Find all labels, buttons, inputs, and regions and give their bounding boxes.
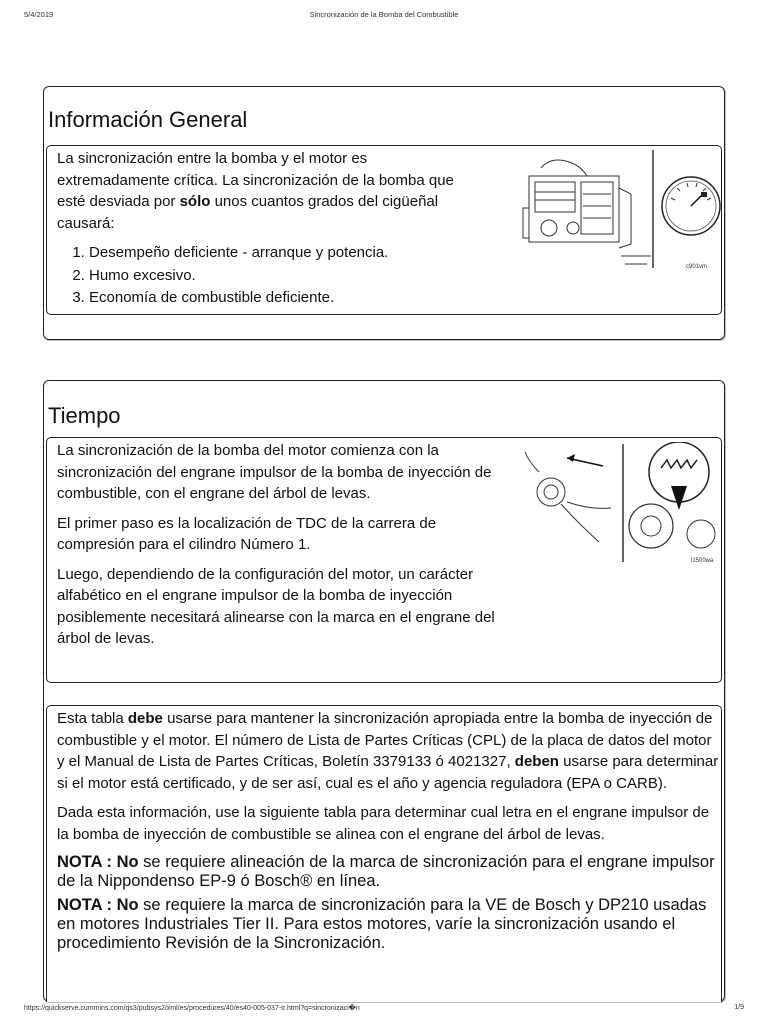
list-item: 3. Economía de combustible deficiente. bbox=[89, 287, 457, 309]
effects-list bbox=[57, 242, 457, 309]
general-info-paragraph: La sincronización entre la bomba y el motor es extremadamente crítica. La sincronización de la bomba que esté desviada por sólo unos cuantos grados del cigüeñal causará: bbox=[57, 150, 454, 232]
cpl-paragraph: Esta tabla debe usarse para mantener la sincronización apropiada entre la bomba de inyección de combustible y el motor. El número de Lista de Partes Críticas (CPL) de la placa de datos del motor y el Manual de Lista de Partes Críticas, Boletín 3379133 ó 4021327, deben usarse para determinar si el motor está certificado, y de ser así, cual es el año y agencia reguladora (EPA o CARB). bbox=[57, 710, 719, 792]
timing-paragraph: Luego, dependiendo de la configuración del motor, un carácter alfabético en el engrane impulsor de la bomba de inyección posiblemente necesitará alinearse con la marca en el engrane del árbol de levas. bbox=[57, 565, 495, 647]
figure-caption: c901vm bbox=[686, 264, 708, 270]
general-info-text bbox=[57, 148, 457, 310]
section-title-general-info: Información General bbox=[48, 107, 248, 132]
timing-paragraph: La sincronización de la bomba del motor comienza con la sincronización del engrane impulsor de la bomba de inyección de combustible, con el engrane del árbol de levas. bbox=[57, 442, 492, 502]
print-title: Sincronización de la Bomba del Combustible bbox=[309, 10, 459, 19]
timing-table-text bbox=[57, 708, 719, 958]
print-url: https://quickserve.cummins.com/qs3/pubsys2/xml/es/procedures/40/es40-005-037-tr.html?q=sincronizaci�n bbox=[24, 1005, 360, 1012]
note-nippondenso: NOTA : No se requiere alineación de la marca de sincronización para el engrane impulsor de la Nippondenso EP-9 ó Bosch® en línea. bbox=[57, 853, 715, 890]
section-title-timing: Tiempo bbox=[48, 403, 121, 428]
gear-alignment-figure bbox=[521, 442, 721, 568]
timing-text bbox=[57, 440, 497, 658]
timing-table-notes bbox=[46, 705, 722, 1002]
page-number: 1/9 bbox=[734, 1004, 744, 1011]
list-item: 2. Humo excesivo. bbox=[89, 265, 457, 287]
print-date: 5/4/2019 bbox=[24, 10, 54, 19]
table-usage-paragraph: Dada esta información, use la siguiente tabla para determinar cual letra en el engrane impulsor de la bomba de inyección de combustible se alinea con el engrane del árbol de levas. bbox=[57, 804, 710, 843]
engine-tachometer-figure bbox=[521, 148, 721, 274]
section-timing bbox=[43, 380, 725, 1002]
list-item: 1. Desempeño deficiente - arranque y potencia. bbox=[89, 242, 457, 264]
timing-content bbox=[46, 437, 722, 683]
general-info-content bbox=[46, 145, 722, 315]
section-general-info bbox=[43, 86, 725, 340]
timing-paragraph: El primer paso es la localización de TDC de la carrera de compresión para el cilindro Número 1. bbox=[57, 514, 437, 553]
note-bosch-ve: NOTA : No se requiere la marca de sincronización para la VE de Bosch y DP210 usadas en motores Industriales Tier II. Para estos motores, varíe la sincronización usando el procedimiento Revisión de la Sincronización. bbox=[57, 896, 707, 952]
figure-caption: l1500wa bbox=[691, 558, 714, 564]
